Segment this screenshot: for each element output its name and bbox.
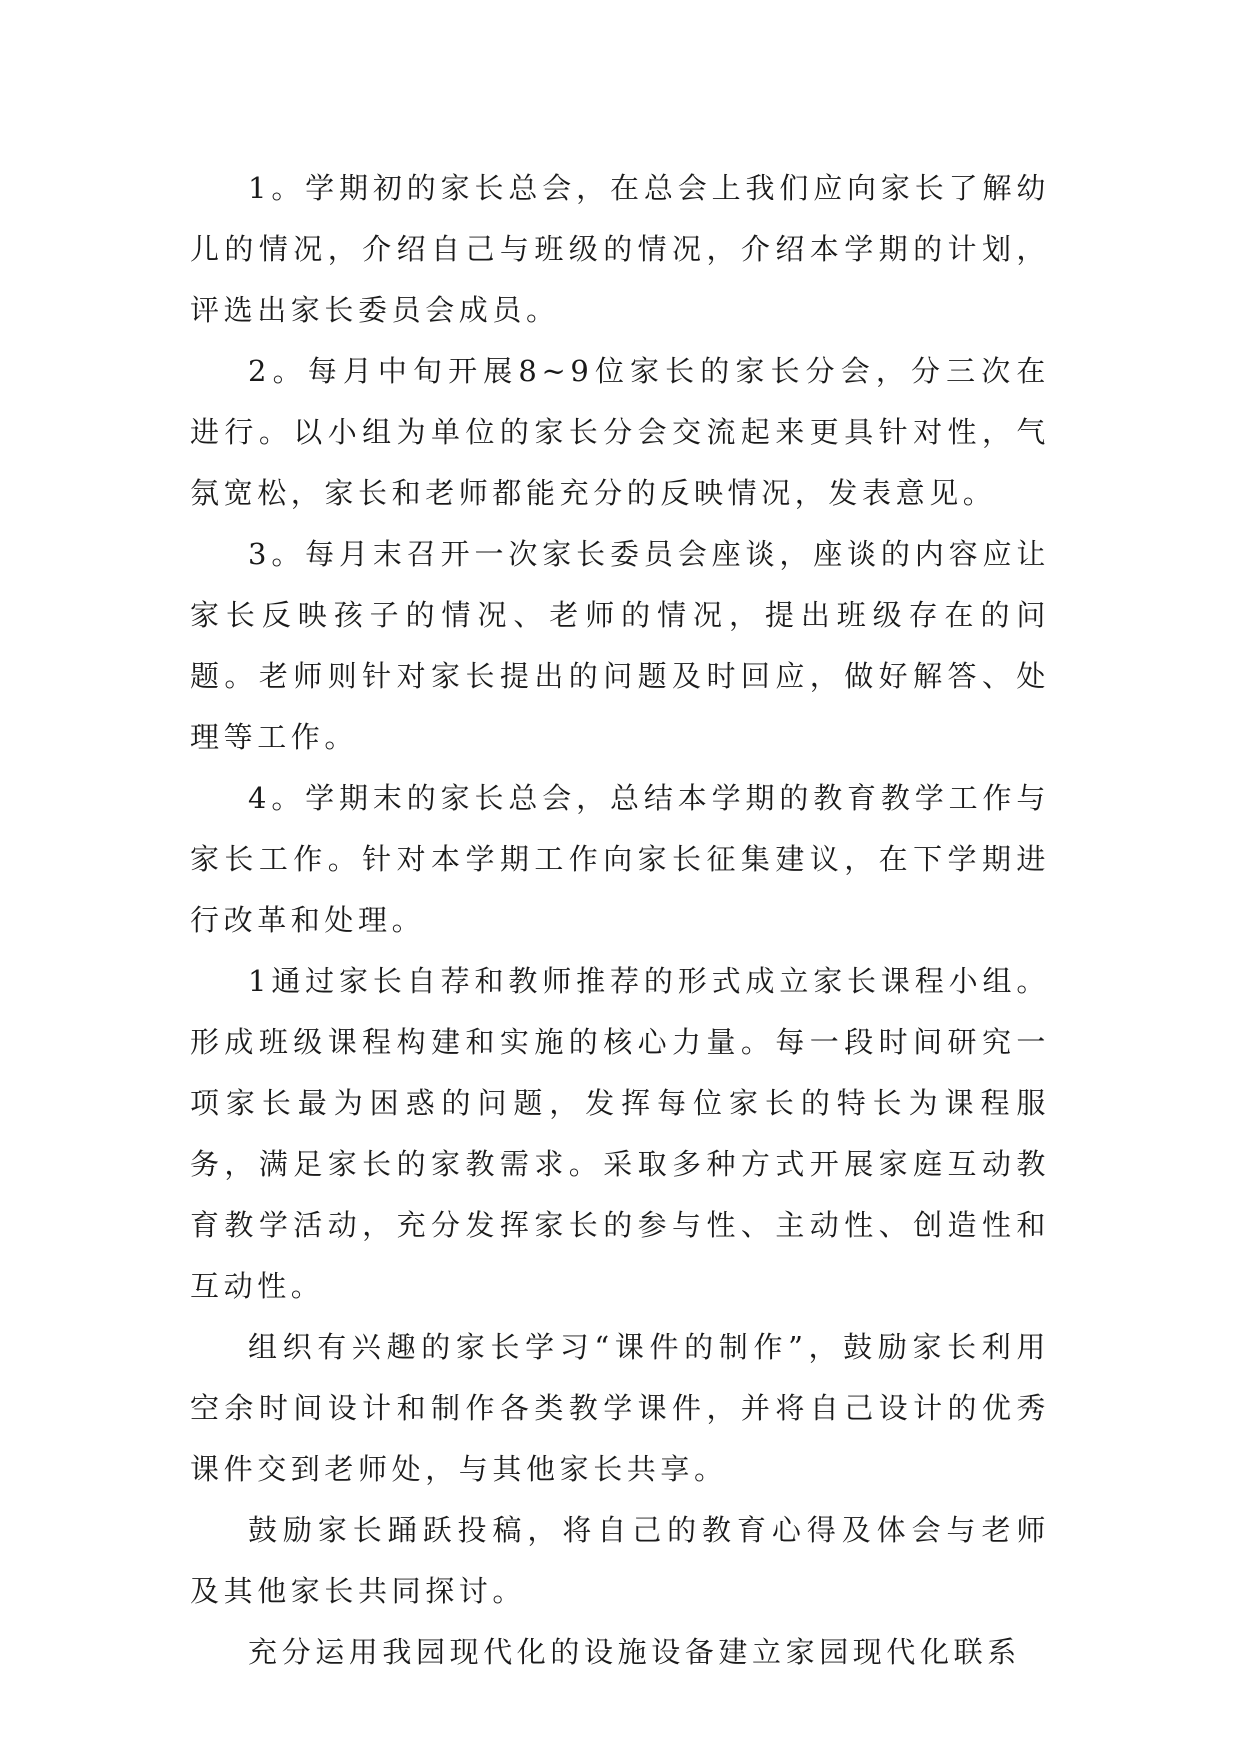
paragraph-1: 1。学期初的家长总会，在总会上我们应向家长了解幼儿的情况，介绍自己与班级的情况，介绍本学期的计划，评选出家长委员会成员。 (190, 171, 1050, 327)
document-body (190, 158, 1050, 1683)
paragraph-4: 4。学期末的家长总会，总结本学期的教育教学工作与家长工作。针对本学期工作向家长征集建议，在下学期进行改革和处理。 (190, 781, 1050, 937)
paragraph-5: 1通过家长自荐和教师推荐的形式成立家长课程小组。形成班级课程构建和实施的核心力量。每一段时间研究一项家长最为困惑的问题，发挥每位家长的特长为课程服务，满足家长的家教需求。采取多种方式开展家庭互动教育教学活动，充分发挥家长的参与性、主动性、创造性和互动性。 (190, 964, 1050, 1303)
paragraph-6: 组织有兴趣的家长学习“课件的制作”，鼓励家长利用空余时间设计和制作各类教学课件，并将自己设计的优秀课件交到老师处，与其他家长共享。 (190, 1330, 1050, 1486)
paragraph-7: 鼓励家长踊跃投稿，将自己的教育心得及体会与老师及其他家长共同探讨。 (190, 1513, 1050, 1608)
paragraph-3: 3。每月末召开一次家长委员会座谈，座谈的内容应让家长反映孩子的情况、老师的情况，提出班级存在的问题。老师则针对家长提出的问题及时回应，做好解答、处理等工作。 (190, 537, 1050, 754)
paragraph-2: 2。每月中旬开展8~9位家长的家长分会，分三次在进行。以小组为单位的家长分会交流起来更具针对性，气氛宽松，家长和老师都能充分的反映情况，发表意见。 (190, 354, 1050, 510)
paragraph-8: 充分运用我园现代化的设施设备建立家园现代化联系 (248, 1635, 1021, 1669)
